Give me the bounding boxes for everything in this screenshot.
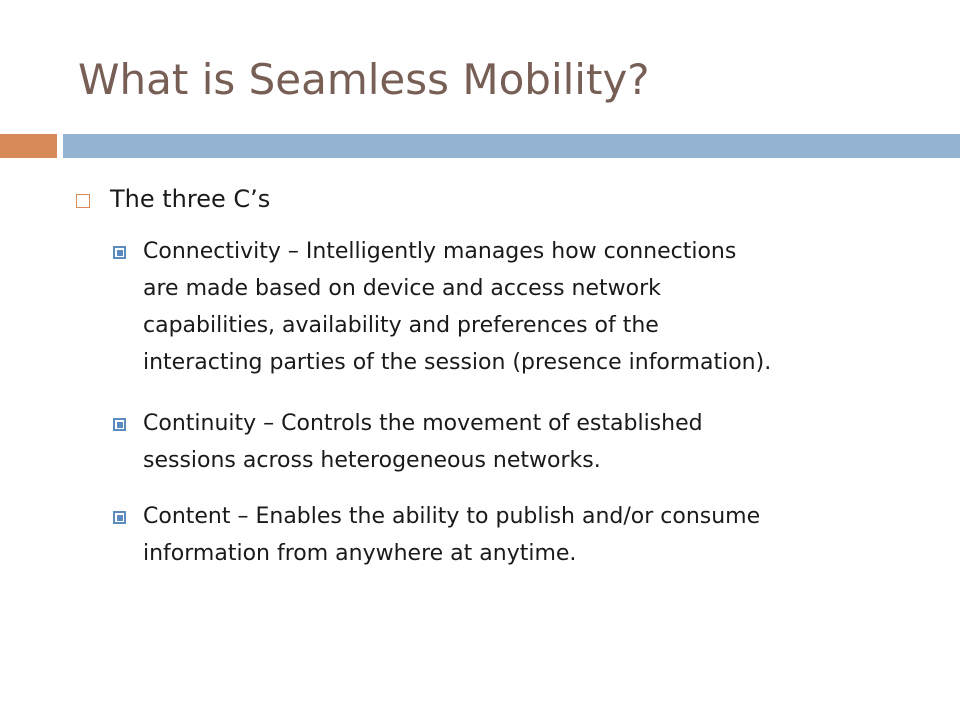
bullet-line: information from anywhere at anytime. (143, 541, 577, 566)
bullet-continuity (113, 405, 913, 479)
hollow-square-bullet-icon (76, 194, 90, 208)
bullet-connectivity-text (143, 233, 903, 381)
bullet-line: capabilities, availability and preferences of the (143, 313, 659, 338)
bullet-line: sessions across heterogeneous networks. (143, 448, 601, 473)
bullet-content-text (143, 498, 903, 572)
bullet-line: Continuity – Controls the movement of established (143, 411, 703, 436)
filled-square-bullet-icon (113, 418, 126, 431)
bullet-line: Connectivity – Intelligently manages how connections (143, 239, 737, 264)
filled-square-bullet-icon (113, 246, 126, 259)
bullet-continuity-text (143, 405, 903, 479)
bullet-line: interacting parties of the session (presence information). (143, 350, 772, 375)
bullet-connectivity (113, 233, 913, 381)
bullet-level1 (72, 177, 932, 221)
bullet-level1-text: The three C’s (110, 185, 271, 213)
slide-title: What is Seamless Mobility? (78, 55, 650, 104)
filled-square-bullet-icon (113, 511, 126, 524)
bullet-line: Content – Enables the ability to publish and/or consume (143, 504, 761, 529)
bullet-content (113, 498, 913, 572)
bullet-line: are made based on device and access network (143, 276, 661, 301)
